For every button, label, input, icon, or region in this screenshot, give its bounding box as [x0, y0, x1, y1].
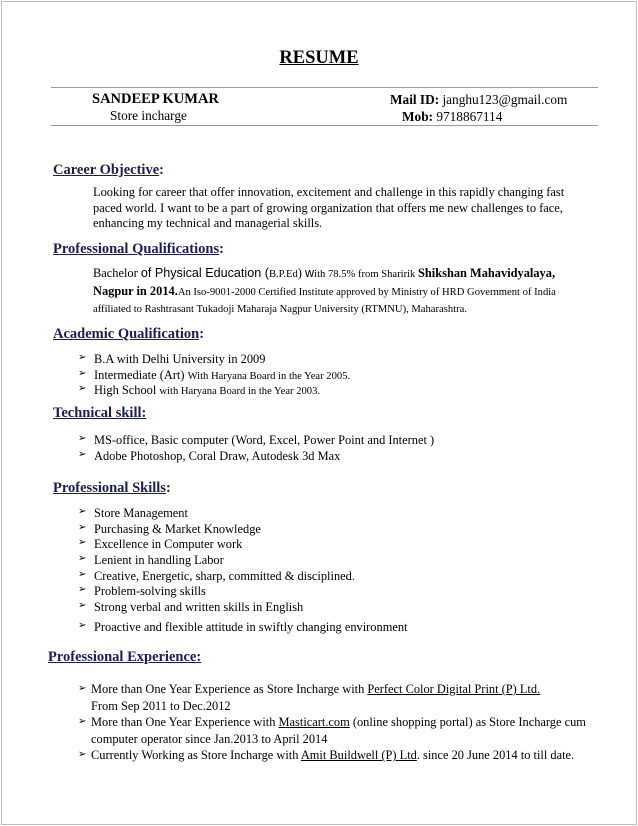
bullet-arrow-icon: ➢	[78, 749, 87, 761]
career-objective-heading: Career Objective:	[53, 162, 164, 178]
resume-title: RESUME	[279, 48, 359, 68]
bullet-arrow-icon: ➢	[78, 506, 87, 517]
bullet-arrow-icon: ➢	[78, 716, 87, 728]
bullet-arrow-icon: ➢	[78, 352, 87, 363]
list-item: ➢ Intermediate (Art) With Haryana Board in the Year 2005.	[78, 367, 351, 382]
mail-label: Mail ID:	[390, 92, 440, 107]
list-item: ➢ Strong verbal and written skills in English	[78, 600, 304, 615]
header-top-rule	[51, 87, 598, 88]
mail-value: janghu123@gmail.com	[442, 92, 568, 107]
list-item: ➢ Purchasing & Market Knowledge	[78, 521, 261, 536]
company-link[interactable]: Perfect Color Digital Print (P) Ltd.	[367, 682, 541, 696]
experience-list	[78, 681, 586, 764]
bullet-arrow-icon: ➢	[78, 584, 87, 596]
mail-line	[390, 92, 567, 108]
career-objective-text	[93, 185, 564, 232]
experience-continuation: From Sep 2011 to Dec.2012	[91, 698, 231, 713]
list-item: ➢ Creative, Energetic, sharp, committed & disciplined.	[78, 568, 355, 583]
bullet-arrow-icon: ➢	[78, 433, 87, 444]
professional-qualifications-heading: Professional Qualifications:	[53, 241, 224, 257]
experience-continuation: computer operator since Jan.2013 to April 2014	[91, 731, 328, 746]
mobile-line	[402, 109, 502, 125]
list-item: ➢ B.A with Delhi University in 2009	[78, 352, 266, 366]
professional-skills-heading: Professional Skills:	[53, 480, 171, 496]
bullet-arrow-icon: ➢	[78, 683, 87, 694]
experience-item: ➢ Currently Working as Store Incharge with Amit Buildwell (P) Ltd. since 20 June 2014 to till date.	[78, 748, 575, 763]
bullet-arrow-icon: ➢	[78, 600, 87, 612]
list-item: ➢ Proactive and flexible attitude in swiftly changing environment	[78, 619, 408, 634]
bullet-arrow-icon: ➢	[78, 619, 87, 631]
candidate-name: SANDEEP KUMAR	[92, 91, 219, 107]
mobile-value: 9718867114	[436, 109, 503, 124]
list-item: ➢ High School with Haryana Board in the Year 2003.	[78, 383, 321, 398]
list-item: ➢ Problem-solving skills	[78, 584, 206, 599]
technical-skill-heading: Technical skill:	[53, 405, 147, 421]
list-item: ➢ Lenient in handling Labor	[78, 553, 224, 568]
bullet-arrow-icon: ➢	[78, 553, 87, 565]
bullet-arrow-icon: ➢	[78, 537, 87, 549]
experience-item: ➢ More than One Year Experience with Masticart.com (online shopping portal) as Store Incharge cum	[78, 715, 586, 730]
career-line: Looking for career that offer innovation, excitement and challenge in this rapidly changing fast	[93, 185, 565, 199]
career-line: paced world. I want to be a part of growing organization that offers me new challenges to face,	[93, 200, 563, 215]
candidate-designation: Store incharge	[110, 108, 187, 123]
technical-list	[78, 433, 434, 464]
experience-item: ➢ More than One Year Experience as Store Incharge with Perfect Color Digital Print (P) Ltd.	[78, 682, 541, 696]
list-item: ➢ Store Management	[78, 506, 188, 520]
list-item: ➢ Adobe Photoshop, Coral Draw, Autodesk 3d Max	[78, 448, 341, 463]
header-bottom-rule	[51, 125, 598, 126]
career-line: enhancing my technical and managerial skills.	[93, 216, 323, 231]
professional-experience-heading: Professional Experience:	[48, 649, 202, 665]
list-item: ➢ Excellence in Computer work	[78, 537, 243, 552]
qualification-line-2: Nagpur in 2014.An Iso-9001-2000 Certified Institute approved by Ministry of HRD Government of India	[93, 284, 556, 298]
list-item: ➢ MS-office, Basic computer (Word, Excel, Power Point and Internet )	[78, 433, 435, 447]
qualification-line-3: affiliated to Rashtrasant Tukadoji Maharaja Nagpur University (RTMNU), Maharashtra.	[93, 304, 467, 315]
academic-qualification-heading: Academic Qualification:	[53, 326, 205, 342]
mobile-label: Mob:	[402, 109, 434, 124]
company-link[interactable]: Amit Buildwell (P) Ltd	[300, 748, 417, 763]
bullet-arrow-icon: ➢	[78, 568, 87, 580]
bullet-arrow-icon: ➢	[78, 383, 87, 395]
company-link[interactable]: Masticart.com	[278, 715, 350, 730]
bullet-arrow-icon: ➢	[78, 448, 87, 460]
bullet-arrow-icon: ➢	[78, 367, 87, 379]
skills-list	[78, 506, 407, 636]
qualification-text	[93, 265, 556, 318]
qualification-line-1: Bachelor of Physical Education (B.P.Ed) with 78.5% from Sharirik Shikshan Mahavidyalaya,	[93, 266, 556, 280]
academic-list	[78, 352, 350, 399]
bullet-arrow-icon: ➢	[78, 521, 87, 533]
